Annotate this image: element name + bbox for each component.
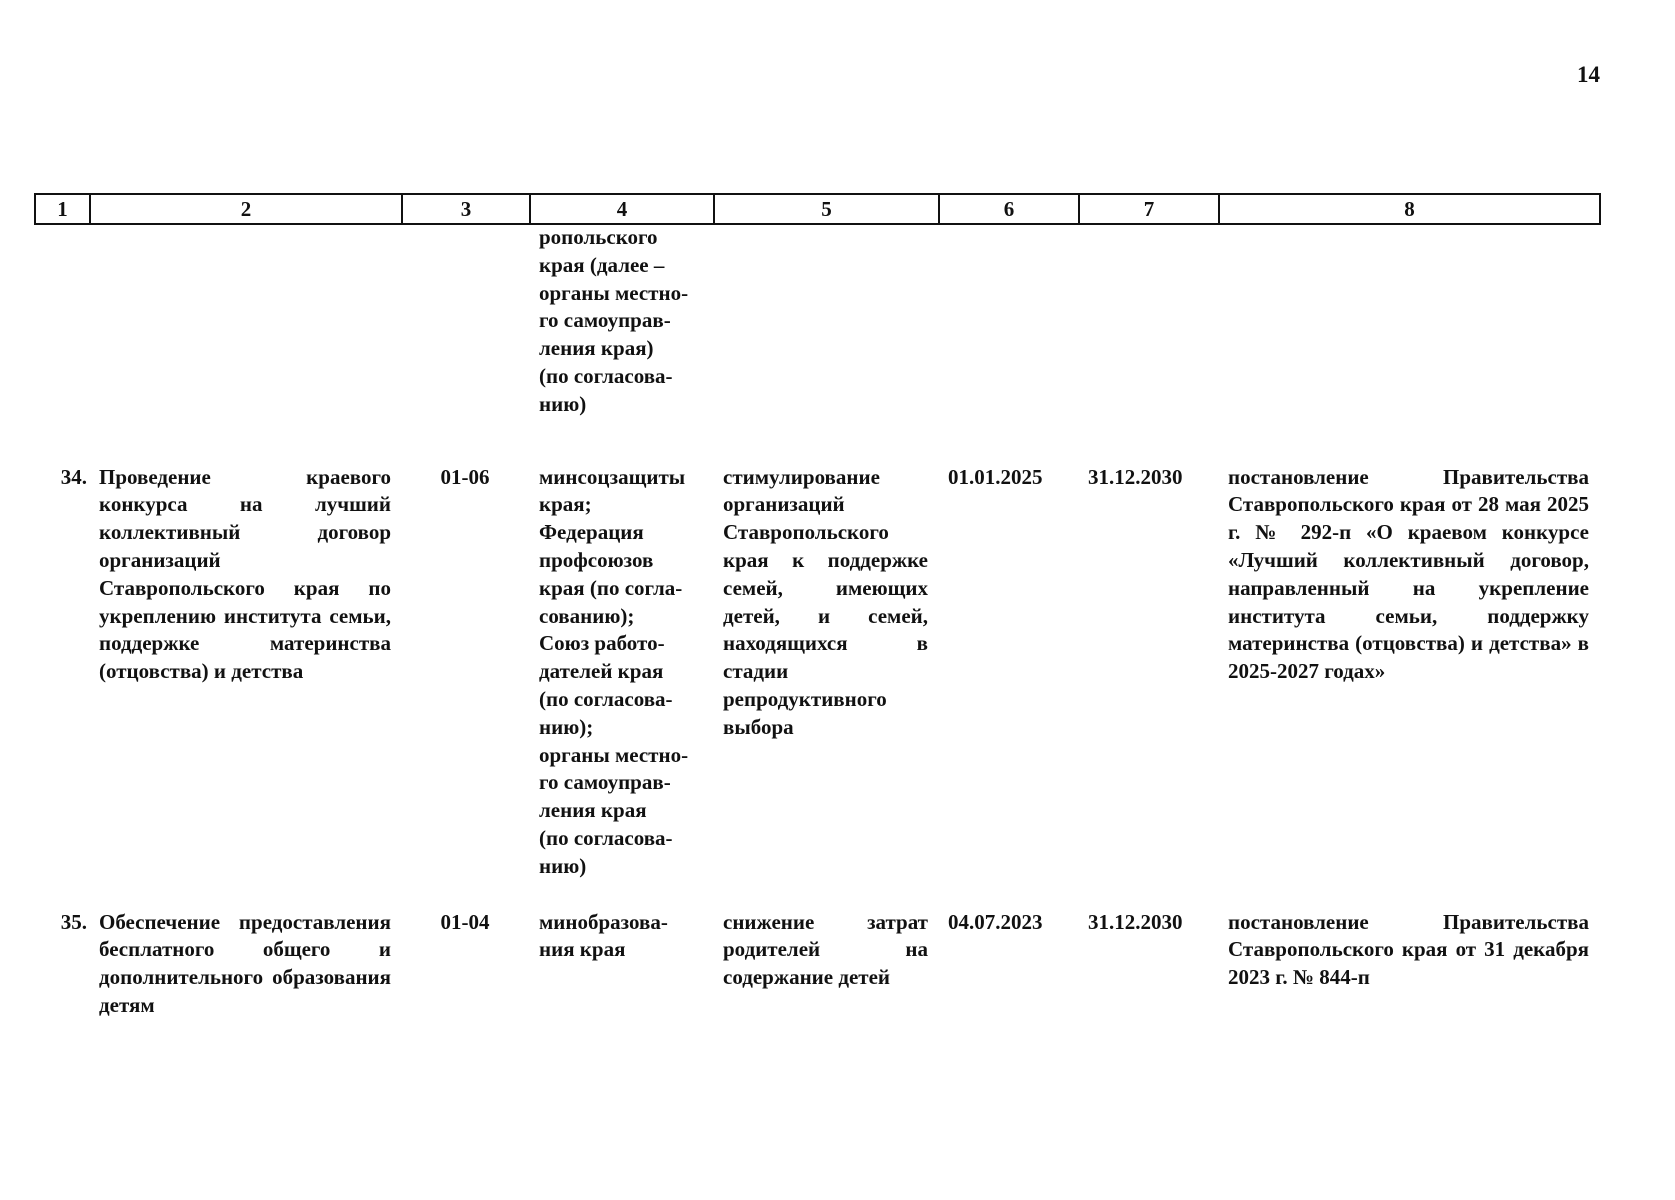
event-name: Проведение краевого конкурса на лучший коллективный договор организаций Ставропольского края по укреплению института семьи, поддержке материнства (отцовства) и детства	[99, 464, 391, 684]
continuation-row	[34, 224, 1599, 464]
regulatory-document: постановление Правительства Ставропольского края от 31 декабря 2023 г. № 844-п	[1228, 909, 1589, 990]
header-col-2: 2	[90, 194, 402, 224]
cont-number-cell	[34, 224, 89, 464]
executor-line: (по согласова-	[539, 825, 673, 850]
executor-line: Федерация	[539, 520, 644, 545]
page-number: 14	[1577, 62, 1600, 87]
table-row	[34, 464, 1599, 909]
header-col-1: 1	[35, 194, 90, 224]
end-date: 31.12.2030	[1088, 464, 1183, 489]
executor-line: края (далее –	[539, 252, 665, 277]
end-date: 31.12.2030	[1088, 909, 1183, 934]
table-body	[34, 224, 1599, 1020]
executor-line: минобразова-	[539, 909, 668, 934]
executor-line: края (по согла-	[539, 575, 683, 600]
executor-line: ления края	[539, 798, 647, 823]
executor-line: ния края	[539, 937, 626, 962]
executor-cell	[529, 464, 713, 909]
cont-executor-cell	[529, 224, 713, 464]
executor-line: го самоуправ-	[539, 770, 671, 795]
header-col-4: 4	[530, 194, 714, 224]
executor-line: Союз работо-	[539, 631, 665, 656]
executor-line: нию)	[539, 391, 587, 416]
cont-end-cell	[1078, 224, 1218, 464]
executor-line: (по согласова-	[539, 686, 673, 711]
executor-line: нию);	[539, 714, 594, 739]
executor-line: дателей края	[539, 659, 664, 684]
executor-line: го самоуправ-	[539, 308, 671, 333]
row-number: 35.	[60, 909, 87, 934]
executor-line: органы местно-	[539, 280, 689, 305]
table-row	[34, 909, 1599, 1020]
event-code: 01-06	[440, 464, 490, 489]
executor-line: края;	[539, 492, 592, 517]
executor-line: (по согласова-	[539, 363, 673, 388]
executor-line: ропольского	[539, 225, 658, 249]
header-col-6: 6	[939, 194, 1079, 224]
row-number: 34.	[60, 464, 87, 489]
start-date: 04.07.2023	[948, 909, 1043, 934]
header-col-8: 8	[1219, 194, 1600, 224]
header-row	[35, 194, 1600, 224]
header-col-3: 3	[402, 194, 530, 224]
expected-result: снижение затрат родителей на содержание детей	[723, 909, 928, 990]
executor-line: органы местно-	[539, 742, 689, 767]
cont-start-cell	[938, 224, 1078, 464]
header-col-7: 7	[1079, 194, 1219, 224]
cont-name-cell	[89, 224, 401, 464]
cont-result-cell	[713, 224, 938, 464]
header-col-5: 5	[714, 194, 939, 224]
executor-line: профсоюзов	[539, 547, 654, 572]
expected-result: стимулирование организаций Ставропольского края к поддержке семей, имеющих детей, и семей, находящихся в стадии репродуктивного выбора	[723, 464, 928, 739]
executor-line: минсоцзащиты	[539, 464, 686, 489]
executor-cell	[529, 909, 713, 1020]
start-date: 01.01.2025	[948, 464, 1043, 489]
executor-line: сованию);	[539, 603, 635, 628]
regulatory-document: постановление Правительства Ставропольского края от 28 мая 2025 г. № 292-п «О краевом конкурсе «Лучший коллективный договор, направленный на укрепление института семьи, поддержку материнства (отцовства) и детства» в 2025-2027 годах»	[1228, 464, 1589, 684]
table-header	[34, 193, 1601, 225]
event-name: Обеспечение предоставления бесплатного общего и дополнительного образования детям	[99, 909, 391, 1017]
executor-line: нию)	[539, 853, 587, 878]
event-code: 01-04	[440, 909, 490, 934]
cont-document-cell	[1218, 224, 1599, 464]
executor-line: ления края)	[539, 336, 654, 361]
cont-code-cell	[401, 224, 529, 464]
